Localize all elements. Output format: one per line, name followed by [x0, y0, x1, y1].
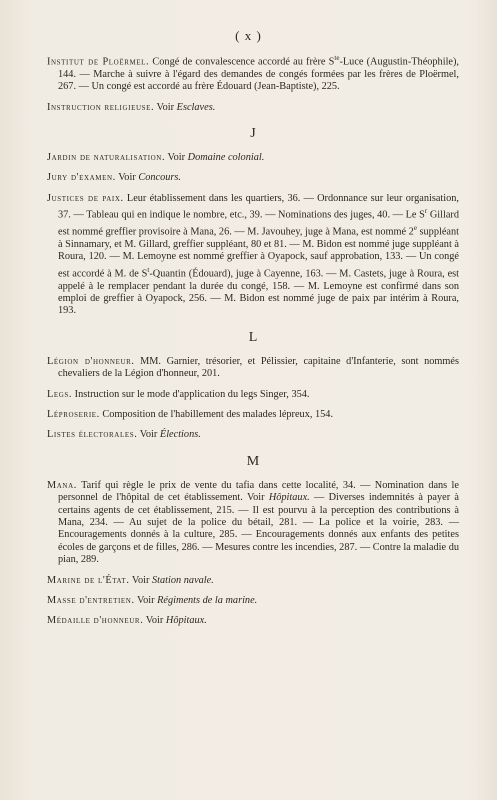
entry-text: Voir — [134, 595, 158, 607]
entry-text: suppléant à Sinnamary, et M. Gillard, greffier suppléant, 80 et 81. — M. Bidon est nommé juge suppléant à Roura, 120. — M. Lemoyne est nommé greffier à Oyapock, sauf approbation, 133. — Un congé est accordé à M. de S — [58, 226, 459, 280]
entry-heading: Jardin de naturalisation. — [47, 152, 166, 164]
entry-text: Tarif qui règle le prix de vente du tafia dans cette localité, 34. — Nomination dans le personnel de l'hôpital de cet établissement. Voir — [58, 479, 459, 504]
cross-reference: Station navale. — [152, 574, 214, 586]
cross-reference: Régiments de la marine. — [157, 595, 258, 607]
index-entry — [47, 193, 459, 318]
entry-text: r — [424, 207, 428, 216]
index-entry — [47, 52, 459, 94]
index-entry — [47, 615, 459, 627]
index-entry — [47, 172, 459, 184]
entry-text: Leur établissement dans les quartiers, 36. — Ordonnance sur leur organisation, 37. — Tableau qui en indique le nombre, etc., 39. — Nominations des juges, 40. — Le S — [58, 192, 459, 221]
section-letter: M — [246, 453, 260, 469]
entry-heading: Médaille d'honneur. — [47, 615, 144, 627]
cross-reference: Domaine colonial. — [187, 152, 265, 164]
section-letter: J — [250, 126, 256, 142]
index-entry — [47, 102, 459, 114]
entry-text: -Quantin (Édouard), juge à Cayenne, 163. — M. Castets, juge à Roura, est appelé à le remplacer pendant la durée du congé, 158. — M. Lemoyne est confirmé dans son emploi de greffier à Oyapock, 256. — M. Bidon est nommé juge de paix par intérim à Roura, 193. — [58, 268, 460, 317]
cross-reference: Esclaves. — [176, 101, 216, 113]
entry-text: Gillard est nommé greffier provisoire à Mana, 26. — M. Javouhey, juge à Mana, est nommé 2 — [58, 209, 459, 238]
index-entry — [47, 429, 459, 441]
entry-heading: Léproserie. — [47, 409, 100, 420]
index-entry — [47, 480, 459, 567]
entry-text: Voir — [165, 152, 188, 164]
entry-heading: Legs. — [47, 388, 73, 400]
index-content — [47, 52, 459, 636]
entry-heading: Instruction religieuse. — [47, 101, 155, 113]
index-entry — [47, 575, 459, 587]
entry-heading: Listes électorales. — [47, 429, 138, 441]
cross-reference: Concours. — [138, 172, 181, 184]
entry-text: MM. Garnier, trésorier, et Pélissier, capitaine d'Infanterie, sont nommés chevaliers de la Légion d'honneur, 201. — [58, 355, 459, 380]
entry-text: t — [147, 265, 150, 274]
entry-text: Voir — [115, 172, 139, 184]
entry-text: Voir — [154, 101, 177, 113]
entry-text: e — [413, 224, 417, 233]
entry-text: Voir — [143, 615, 166, 627]
entry-text: Instruction sur le mode d'application du legs Singer, 354. — [72, 388, 310, 400]
cross-reference: Hôpitaux. — [268, 492, 310, 504]
section-letter: L — [248, 329, 258, 345]
entry-heading: Légion d'honneur. — [47, 355, 135, 367]
index-entry — [47, 152, 459, 164]
entry-heading: Jury d'examen. — [47, 172, 116, 184]
entry-heading: Mana. — [47, 479, 77, 491]
entry-heading: Marine de l'État. — [47, 574, 130, 586]
entry-text: -Luce (Augustin-Théophile), 144. — Marche à suivre à l'égard des demandes de congés formées par les frères de Ploërmel, 267. — Un congé est accordé au frère Édouard (Jean-Baptiste), 225. — [58, 56, 459, 93]
entry-text: Composition de l'habillement des malades lépreux, 154. — [99, 409, 334, 420]
entry-text: — Diverses indemnités à payer à certains agents de cet établissement, 215. — Il est pourvu à la perception des contributions à Mana, 234. — Au sujet de la police du bétail, 281. — La police et la voirie, 283. — Encouragements donnés à la culture, 285. — Encouragements donnés aux enfants des petites écoles de garçons et de filles, 286. — Mesures contre les incendies, 287. — Contre la maladie du pian, 289. — [58, 492, 459, 566]
entry-text: Congé de convalescence accordé au frère S — [149, 56, 335, 68]
cross-reference: Élections. — [159, 429, 201, 441]
entry-heading: Masse d'entretien. — [47, 595, 135, 607]
index-entry — [47, 356, 459, 381]
entry-heading: Justices de paix. — [47, 192, 124, 204]
index-entry — [47, 595, 459, 607]
page-number: ( x ) — [235, 28, 262, 43]
entry-text: Voir — [129, 574, 153, 586]
index-entry — [47, 409, 459, 421]
index-entry — [47, 389, 459, 401]
entry-heading: Institut de Ploërmel. — [47, 56, 150, 68]
cross-reference: Hôpitaux. — [165, 615, 207, 627]
entry-text: te — [334, 54, 340, 62]
entry-text: Voir — [137, 429, 160, 441]
